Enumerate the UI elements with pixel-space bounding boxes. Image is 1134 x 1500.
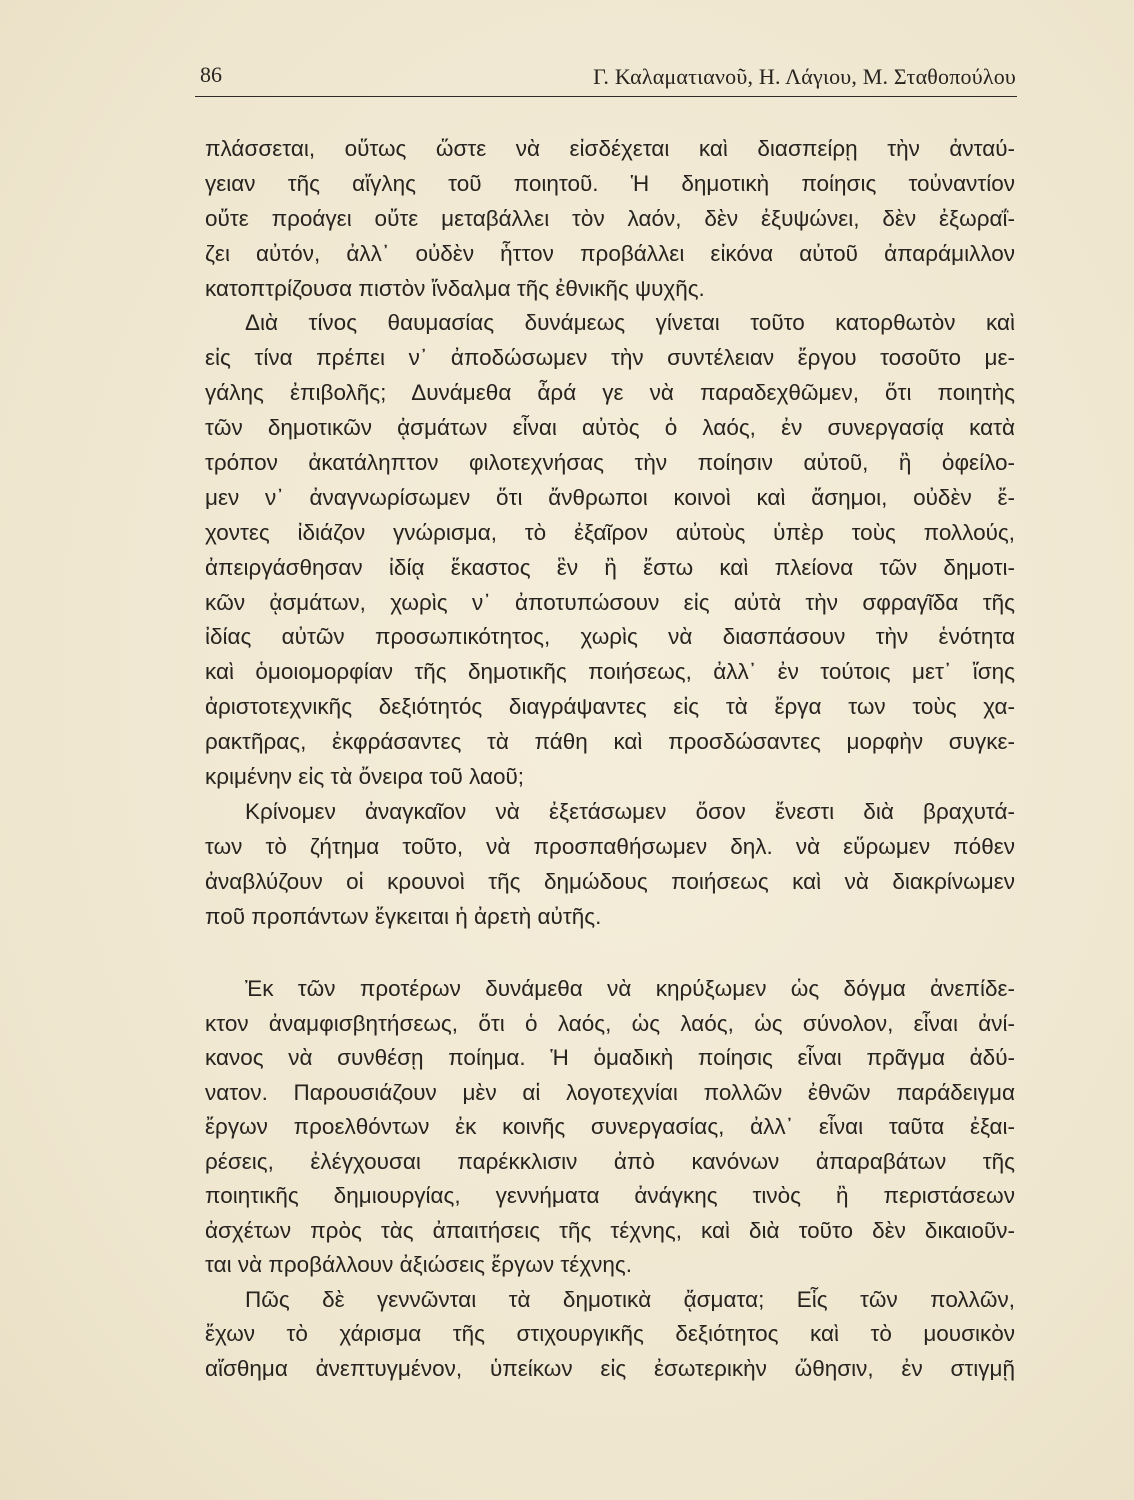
text-line: γειαν τῆς αἴγλης τοῦ ποιητοῦ. Ἡ δημοτικὴ ποίησις τοὐναντίον	[205, 170, 1015, 196]
text-line: κατοπτρίζουσα πιστὸν ἴνδαλμα τῆς ἐθνικῆς ψυχῆς.	[205, 275, 705, 301]
text-line: ποιητικῆς δημιουργίας, γεννήματα ἀνάγκης τινὸς ἢ περιστάσεων	[205, 1183, 1015, 1208]
text-line: τῶν δημοτικῶν ᾀσμάτων εἶναι αὐτὸς ὁ λαός, ἐν συνεργασίᾳ κατὰ	[205, 415, 1015, 441]
text-line: πλάσσεται, οὕτως ὥστε νὰ εἰσδέχεται καὶ διασπείρῃ τὴν ἀνταύ-	[205, 136, 1015, 161]
text-line: των τὸ ζήτημα τοῦτο, νὰ προσπαθήσωμεν δηλ. νὰ εὕρωμεν πόθεν	[205, 833, 1015, 859]
text-line: νατον. Παρουσιάζουν μὲν αἱ λογοτεχνίαι πολλῶν ἐθνῶν παράδειγμα	[205, 1079, 1015, 1105]
text-line: κανος νὰ συνθέσῃ ποίημα. Ἡ ὁμαδικὴ ποίησις εἶναι πρᾶγμα ἀδύ-	[205, 1045, 1015, 1070]
text-line: ἰδίας αὐτῶν προσωπικότητος, χωρὶς νὰ διασπάσουν τὴν ἑνότητα	[205, 624, 1015, 650]
text-line: Ἐκ τῶν προτέρων δυνάμεθα νὰ κηρύξωμεν ὡς δόγμα ἀνεπίδε-	[245, 976, 1015, 1001]
text-line: Κρίνομεν ἀναγκαῖον νὰ ἐξετάσωμεν ὅσον ἔνεστι διὰ βραχυτά-	[245, 798, 1015, 824]
text-line: χοντες ἰδιάζον γνώρισμα, τὸ ἐξαῖρον αὐτοὺς ὑπὲρ τοὺς πολλούς,	[205, 519, 1015, 545]
text-line: αἴσθημα ἀνεπτυγμένον, ὑπείκων εἰς ἐσωτερικὴν ὤθησιν, ἐν στιγμῇ	[205, 1355, 1015, 1381]
text-line: ἀπειργάσθησαν ἰδίᾳ ἕκαστος ἓν ἢ ἔστω καὶ πλείονα τῶν δημοτι-	[205, 554, 1015, 580]
text-block-upper	[205, 132, 1015, 934]
text-line: ζει αὐτόν, ἀλλ᾽ οὐδὲν ἧττον προβάλλει εἰκόνα αὐτοῦ ἀπαράμιλλον	[205, 240, 1015, 266]
text-line: Διὰ τίνος θαυμασίας δυνάμεως γίνεται τοῦτο κατορθωτὸν καὶ	[245, 310, 1015, 336]
page-number: 86	[200, 62, 222, 87]
running-title: Γ. Καλαματιανοῦ, Η. Λάγιου, Μ. Σταθοπούλου	[593, 64, 1016, 89]
text-line: μεν ν᾽ ἀναγνωρίσωμεν ὅτι ἄνθρωποι κοινοὶ καὶ ἄσημοι, οὐδὲν ἔ-	[205, 484, 1015, 510]
text-line: ποῦ προπάντων ἔγκειται ἡ ἀρετὴ αὐτῆς.	[205, 903, 602, 929]
text-line: Πῶς δὲ γεννῶνται τὰ δημοτικὰ ᾄσματα; Εἷς τῶν πολλῶν,	[245, 1286, 1015, 1312]
text-line: ἔργων προελθόντων ἐκ κοινῆς συνεργασίας, ἀλλ᾽ εἶναι ταῦτα ἐξαι-	[205, 1114, 1015, 1139]
text-line: ἔχων τὸ χάρισμα τῆς στιχουργικῆς δεξιότητος καὶ τὸ μουσικὸν	[205, 1321, 1015, 1346]
text-line: κῶν ᾀσμάτων, χωρὶς ν᾽ ἀποτυπώσουν εἰς αὐτὰ τὴν σφραγῖδα τῆς	[205, 589, 1015, 615]
text-line: ται νὰ προβάλλουν ἀξιώσεις ἔργων τέχνης.	[205, 1252, 632, 1277]
text-line: καὶ ὁμοιομορφίαν τῆς δημοτικῆς ποιήσεως, ἀλλ᾽ ἐν τούτοις μετ᾽ ἴσης	[205, 659, 1015, 685]
text-line: τρόπον ἀκατάληπτον φιλοτεχνήσας τὴν ποίησιν αὐτοῦ, ἢ ὀφείλο-	[205, 450, 1015, 476]
text-line: ἀναβλύζουν οἱ κρουνοὶ τῆς δημώδους ποιήσεως καὶ νὰ διακρίνωμεν	[205, 868, 1015, 894]
text-line: ἀσχέτων πρὸς τὰς ἀπαιτήσεις τῆς τέχνης, καὶ διὰ τοῦτο δὲν δικαιοῦν-	[205, 1217, 1015, 1243]
text-line: εἰς τίνα πρέπει ν᾽ ἀποδώσωμεν τὴν συντέλειαν ἔργου τοσοῦτο με-	[205, 345, 1015, 371]
text-line: ἀριστοτεχνικῆς δεξιότητός διαγράψαντες εἰς τὰ ἔργα των τοὺς χα-	[205, 694, 1015, 720]
text-line: γάλης ἐπιβολῆς; Δυνάμεθα ἆρά γε νὰ παραδεχθῶμεν, ὅτι ποιητὴς	[205, 380, 1015, 406]
text-line: οὔτε προάγει οὔτε μεταβάλλει τὸν λαόν, δὲν ἐξυψώνει, δὲν ἐξωραΐ-	[205, 205, 1015, 231]
text-line: ρακτῆρας, ἐκφράσαντες τὰ πάθη καὶ προσδώσαντες μορφὴν συγκε-	[205, 729, 1015, 755]
text-line: κτον ἀναμφισβητήσεως, ὅτι ὁ λαός, ὡς λαός, ὡς σύνολον, εἶναι ἀνί-	[205, 1010, 1015, 1036]
text-line: ρέσεις, ἐλέγχουσαι παρέκκλισιν ἀπὸ κανόνων ἀπαραβάτων τῆς	[205, 1148, 1015, 1174]
text-line: κριμένην εἰς τὰ ὄνειρα τοῦ λαοῦ;	[205, 764, 525, 790]
header-rule	[195, 96, 1017, 97]
text-block-lower	[205, 972, 1015, 1386]
